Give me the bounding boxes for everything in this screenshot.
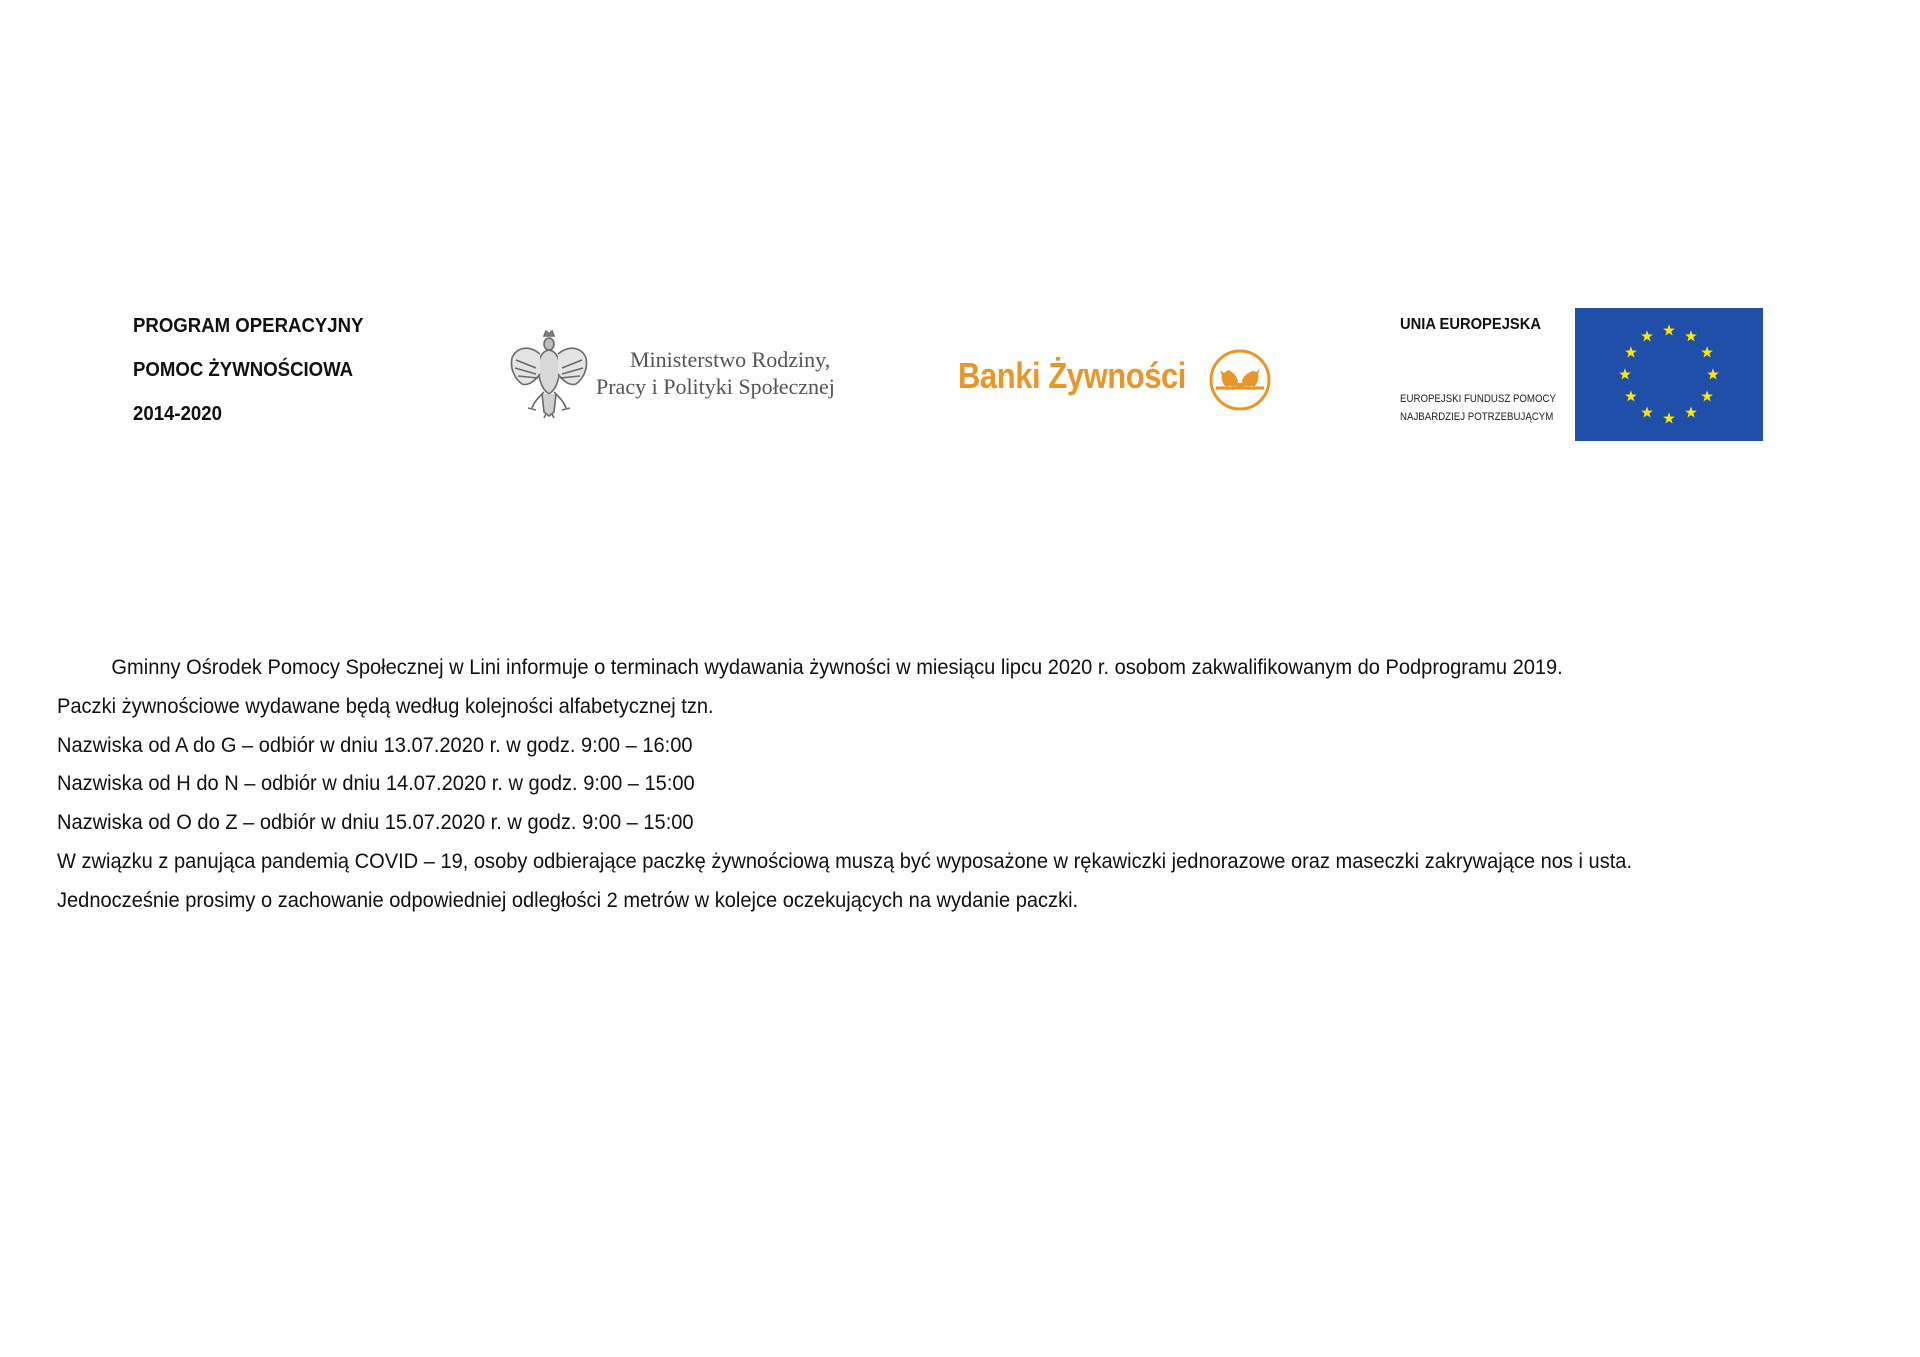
program-title-line: PROGRAM OPERACYJNY <box>133 315 364 337</box>
schedule-line: Nazwiska od A do G – odbiór w dniu 13.07.2020 r. w godz. 9:00 – 16:00 <box>57 733 693 757</box>
schedule-line: Nazwiska od O do Z – odbiór w dniu 15.07.2020 r. w godz. 9:00 – 15:00 <box>57 811 694 835</box>
birds-feeding-icon <box>1208 348 1272 412</box>
ministry-name <box>596 346 835 400</box>
announcement-line: Paczki żywnościowe wydawane będą według kolejności alfabetycznej tzn. <box>57 694 714 718</box>
polish-eagle-icon <box>508 328 590 418</box>
schedule-line: Nazwiska od H do N – odbiór w dniu 14.07.2020 r. w godz. 9:00 – 15:00 <box>57 772 695 796</box>
program-title-line: POMOC ŻYWNOŚCIOWA <box>133 359 354 381</box>
eu-fund-label <box>1400 316 1570 423</box>
eu-fund-name <box>1400 390 1556 426</box>
covid-notice-line: W związku z panująca pandemią COVID – 19, osoby odbierające paczkę żywnościową muszą być wyposażone w rękawiczki jednorazowe oraz maseczki zakrywające nos i usta. <box>57 849 1633 873</box>
ministry-name-line1: Ministerstwo Rodziny, <box>630 347 831 372</box>
eu-fund-line2: NAJBARDZIEJ POTRZEBUJĄCYM <box>1400 411 1554 423</box>
program-title-block <box>133 309 433 441</box>
distance-notice-line: Jednocześnie prosimy o zachowanie odpowiedniej odległości 2 metrów w kolejce oczekujących na wydanie paczki. <box>57 888 1079 912</box>
banki-zywnosci-logo <box>955 345 1275 415</box>
announcement-paragraph: Gminny Ośrodek Pomocy Społecznej w Lini informuje o terminach wydawania żywności w miesiącu lipcu 2020 r. osobom zakwalifikowanym do Podprogramu 2019. <box>111 656 1563 679</box>
announcement-text <box>57 652 1897 924</box>
ministry-logo <box>508 328 838 418</box>
eu-flag-icon <box>1575 308 1763 441</box>
ministry-name-line2: Pracy i Polityki Społecznej <box>596 374 835 399</box>
banki-zywnosci-text: Banki Żywności <box>958 355 1186 396</box>
program-title-line: 2014-2020 <box>133 403 222 425</box>
eu-fund-line1: EUROPEJSKI FUNDUSZ POMOCY <box>1400 393 1556 405</box>
eu-title: UNIA EUROPEJSKA <box>1400 316 1541 333</box>
